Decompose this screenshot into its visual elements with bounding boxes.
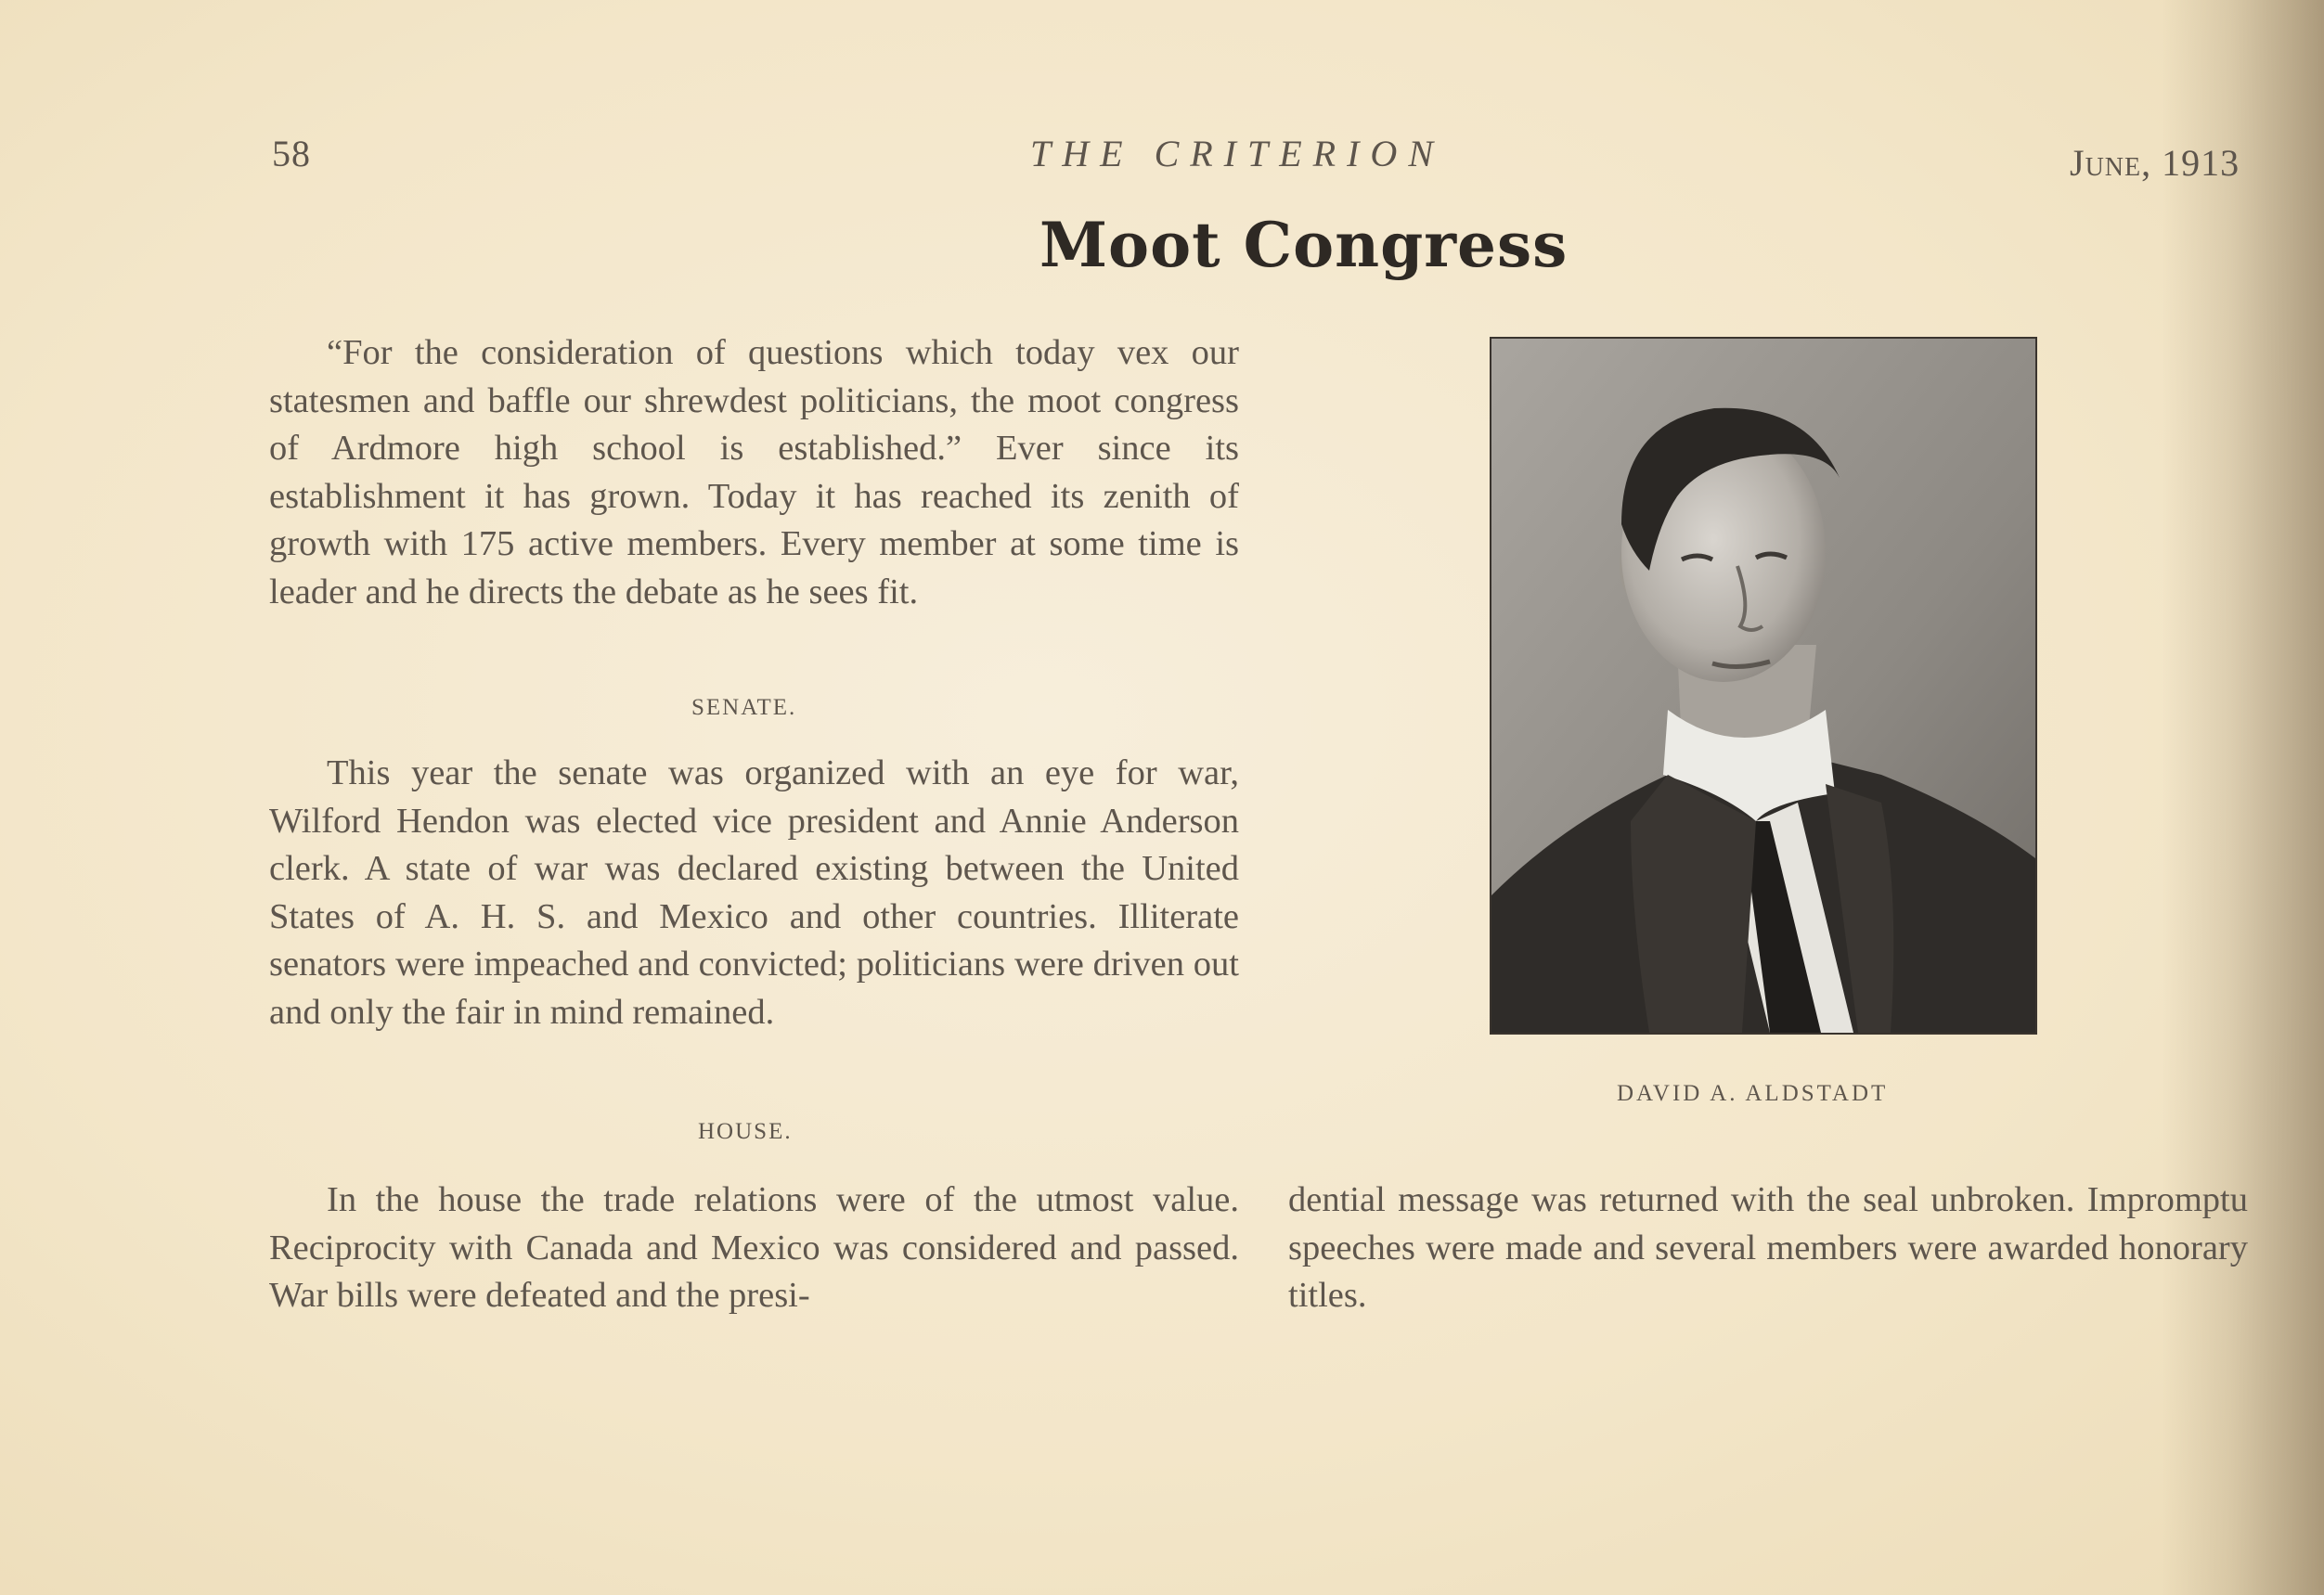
portrait-illustration (1491, 339, 2035, 1033)
intro-paragraph (269, 329, 1239, 616)
house-text-left: In the house the trade relations were of the utmost value. Reciprocity with Canada and Mexico was considered and passed. War bills were defeated and the presi- (269, 1180, 1239, 1315)
article-title: Moot Congress (1039, 209, 1569, 281)
senate-text: This year the senate was organized with an eye for war, Wilford Hendon was elected vice president and Annie Anderson clerk. A state of war was declared existing between the United States of A. H. S. and Mexico and other countries. Illiterate senators were impeached and convicted; politicians were driven out and only the fair in mind remained. (269, 753, 1239, 1032)
page-number: 58 (272, 133, 311, 174)
senate-heading: SENATE. (691, 695, 797, 720)
journal-title: THE CRITERION (1030, 133, 1444, 174)
issue-date: June, 1913 (2070, 142, 2240, 184)
intro-text: “For the consideration of questions which today vex our statesmen and baffle our shrewdest politicians, the moot congress of Ardmore high school is established.” Ever since its establishment it has grown. Today it has reached its zenith of growth with 175 active members. Every member at some time is leader and he directs the debate as he sees fit. (269, 333, 1239, 611)
senate-paragraph (269, 750, 1239, 1036)
house-paragraph-left (269, 1177, 1239, 1320)
house-paragraph-right: dential message was returned with the seal unbroken. Impromptu speeches were made and several members were awarded honorary titles. (1288, 1180, 2248, 1315)
portrait-caption: DAVID A. ALDSTADT (1617, 1081, 1889, 1106)
portrait-photo (1490, 337, 2037, 1035)
house-heading: HOUSE. (698, 1119, 793, 1144)
